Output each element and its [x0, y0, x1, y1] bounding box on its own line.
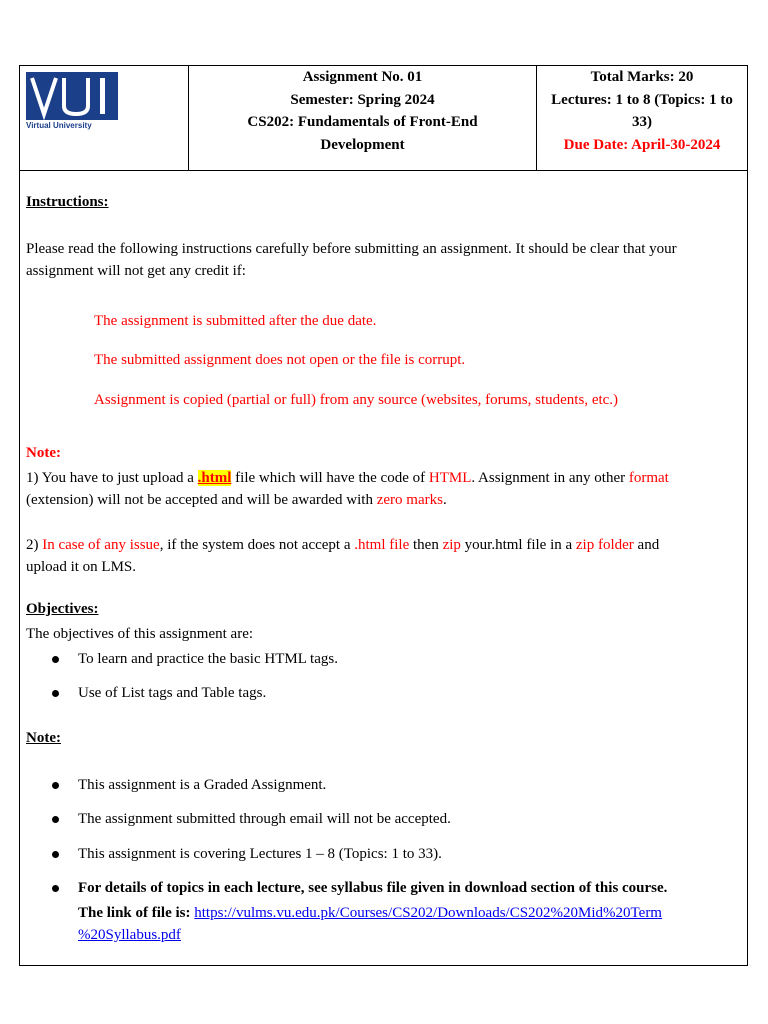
text: .: [442, 492, 447, 508]
instruction-item: [74, 313, 376, 330]
instruction-item-text: The submitted assignment does not open or the file is corrupt.: [94, 352, 466, 368]
course-title-line1: CS202: Fundamentals of Front-End: [247, 114, 478, 130]
assignment-frame: [19, 65, 748, 966]
instruction-item: [74, 392, 618, 409]
note2-item: [52, 846, 442, 863]
lectures-line2: 33): [632, 114, 652, 130]
text: zero marks: [376, 492, 443, 508]
instructions-heading: Instructions:: [26, 194, 109, 210]
instruction-item-text: Assignment is copied (partial or full) from any source (websites, forums, students, etc.): [94, 392, 619, 408]
assignment-number: Assignment No. 01: [302, 69, 423, 85]
total-marks: Total Marks: 20: [590, 69, 694, 85]
bullet-dot-icon: [52, 811, 63, 822]
text: HTML: [428, 470, 472, 486]
text: file which will have the code of: [231, 470, 429, 486]
objective-item: [52, 685, 266, 702]
lectures-line1: Lectures: 1 to 8 (Topics: 1 to: [551, 91, 733, 108]
note2-item-bold: [52, 880, 667, 897]
syllabus-link[interactable]: https://vulms.vu.edu.pk/Courses/CS202/Downloads/CS202%20Mid%20Term: [194, 905, 662, 921]
instructions-intro-line2: assignment will not get any credit if:: [26, 263, 246, 279]
syllabus-link-continued[interactable]: %20Syllabus.pdf: [78, 927, 181, 943]
note1-paragraph1-line1: [26, 467, 742, 489]
note1-paragraph1-line2: [26, 489, 742, 511]
note1-paragraph2-line2: upload it on LMS.: [26, 559, 137, 575]
note1-paragraph2-line1: [26, 534, 742, 556]
text: 1) You have to just upload a: [26, 470, 198, 486]
bullet-dot-icon: [52, 685, 63, 696]
text: , if the system does not accept a: [159, 537, 355, 553]
text: your.html file in a: [460, 537, 576, 553]
text: . Assignment in any other: [471, 470, 629, 486]
objective-item-text: To learn and practice the basic HTML tags.: [78, 651, 338, 667]
note2-item-text: This assignment is a Graded Assignment.: [78, 777, 327, 793]
logo-cell: [20, 66, 189, 170]
syllabus-link-line1: [78, 905, 662, 922]
link-label: The link of file is:: [78, 905, 195, 921]
note1-heading: Note:: [26, 445, 61, 461]
text: In case of any issue: [42, 537, 160, 553]
syllabus-link-line2: [78, 927, 181, 944]
note2-heading: Note:: [26, 730, 61, 746]
text: zip folder: [575, 537, 634, 553]
text: .html file: [354, 537, 410, 553]
instruction-item: [74, 352, 465, 369]
due-date: Due Date: April-30-2024: [563, 136, 721, 153]
bullet-dot-icon: [52, 651, 63, 662]
objective-item-text: Use of List tags and Table tags.: [78, 685, 267, 701]
text: (extension) will not be accepted and will be awarded with: [26, 492, 377, 508]
header-table: [20, 66, 747, 171]
bullet-dot-icon: [52, 880, 63, 891]
note2-item: [52, 811, 451, 828]
objectives-intro: The objectives of this assignment are:: [26, 626, 254, 642]
note2-item-text: The assignment submitted through email will not be accepted.: [78, 811, 451, 827]
bullet-dot-icon: [52, 846, 63, 857]
course-info-cell: [189, 66, 537, 170]
logo-caption: Virtual University: [26, 121, 92, 130]
text: format: [628, 470, 669, 486]
text: then: [409, 537, 443, 553]
objectives-heading: Objectives:: [26, 601, 99, 617]
marks-cell: [537, 66, 747, 170]
text: and: [633, 537, 660, 553]
note2-item-text: For details of topics in each lecture, see syllabus file given in download section of this course.: [78, 880, 668, 896]
instruction-item-text: The assignment is submitted after the due date.: [94, 313, 377, 329]
text: 2): [26, 537, 43, 553]
note2-item-text: This assignment is covering Lectures 1 – 8 (Topics: 1 to 33).: [78, 846, 442, 862]
html-highlight: .html: [197, 470, 232, 486]
bullet-dot-icon: [52, 777, 63, 788]
semester: Semester: Spring 2024: [290, 91, 435, 108]
text: zip: [442, 537, 461, 553]
objective-item: [52, 651, 338, 668]
instructions-intro-line1: Please read the following instructions carefully before submitting an assignment. It should be clear that your: [26, 241, 677, 257]
course-title-line2: Development: [320, 136, 405, 153]
note2-item: [52, 777, 326, 794]
